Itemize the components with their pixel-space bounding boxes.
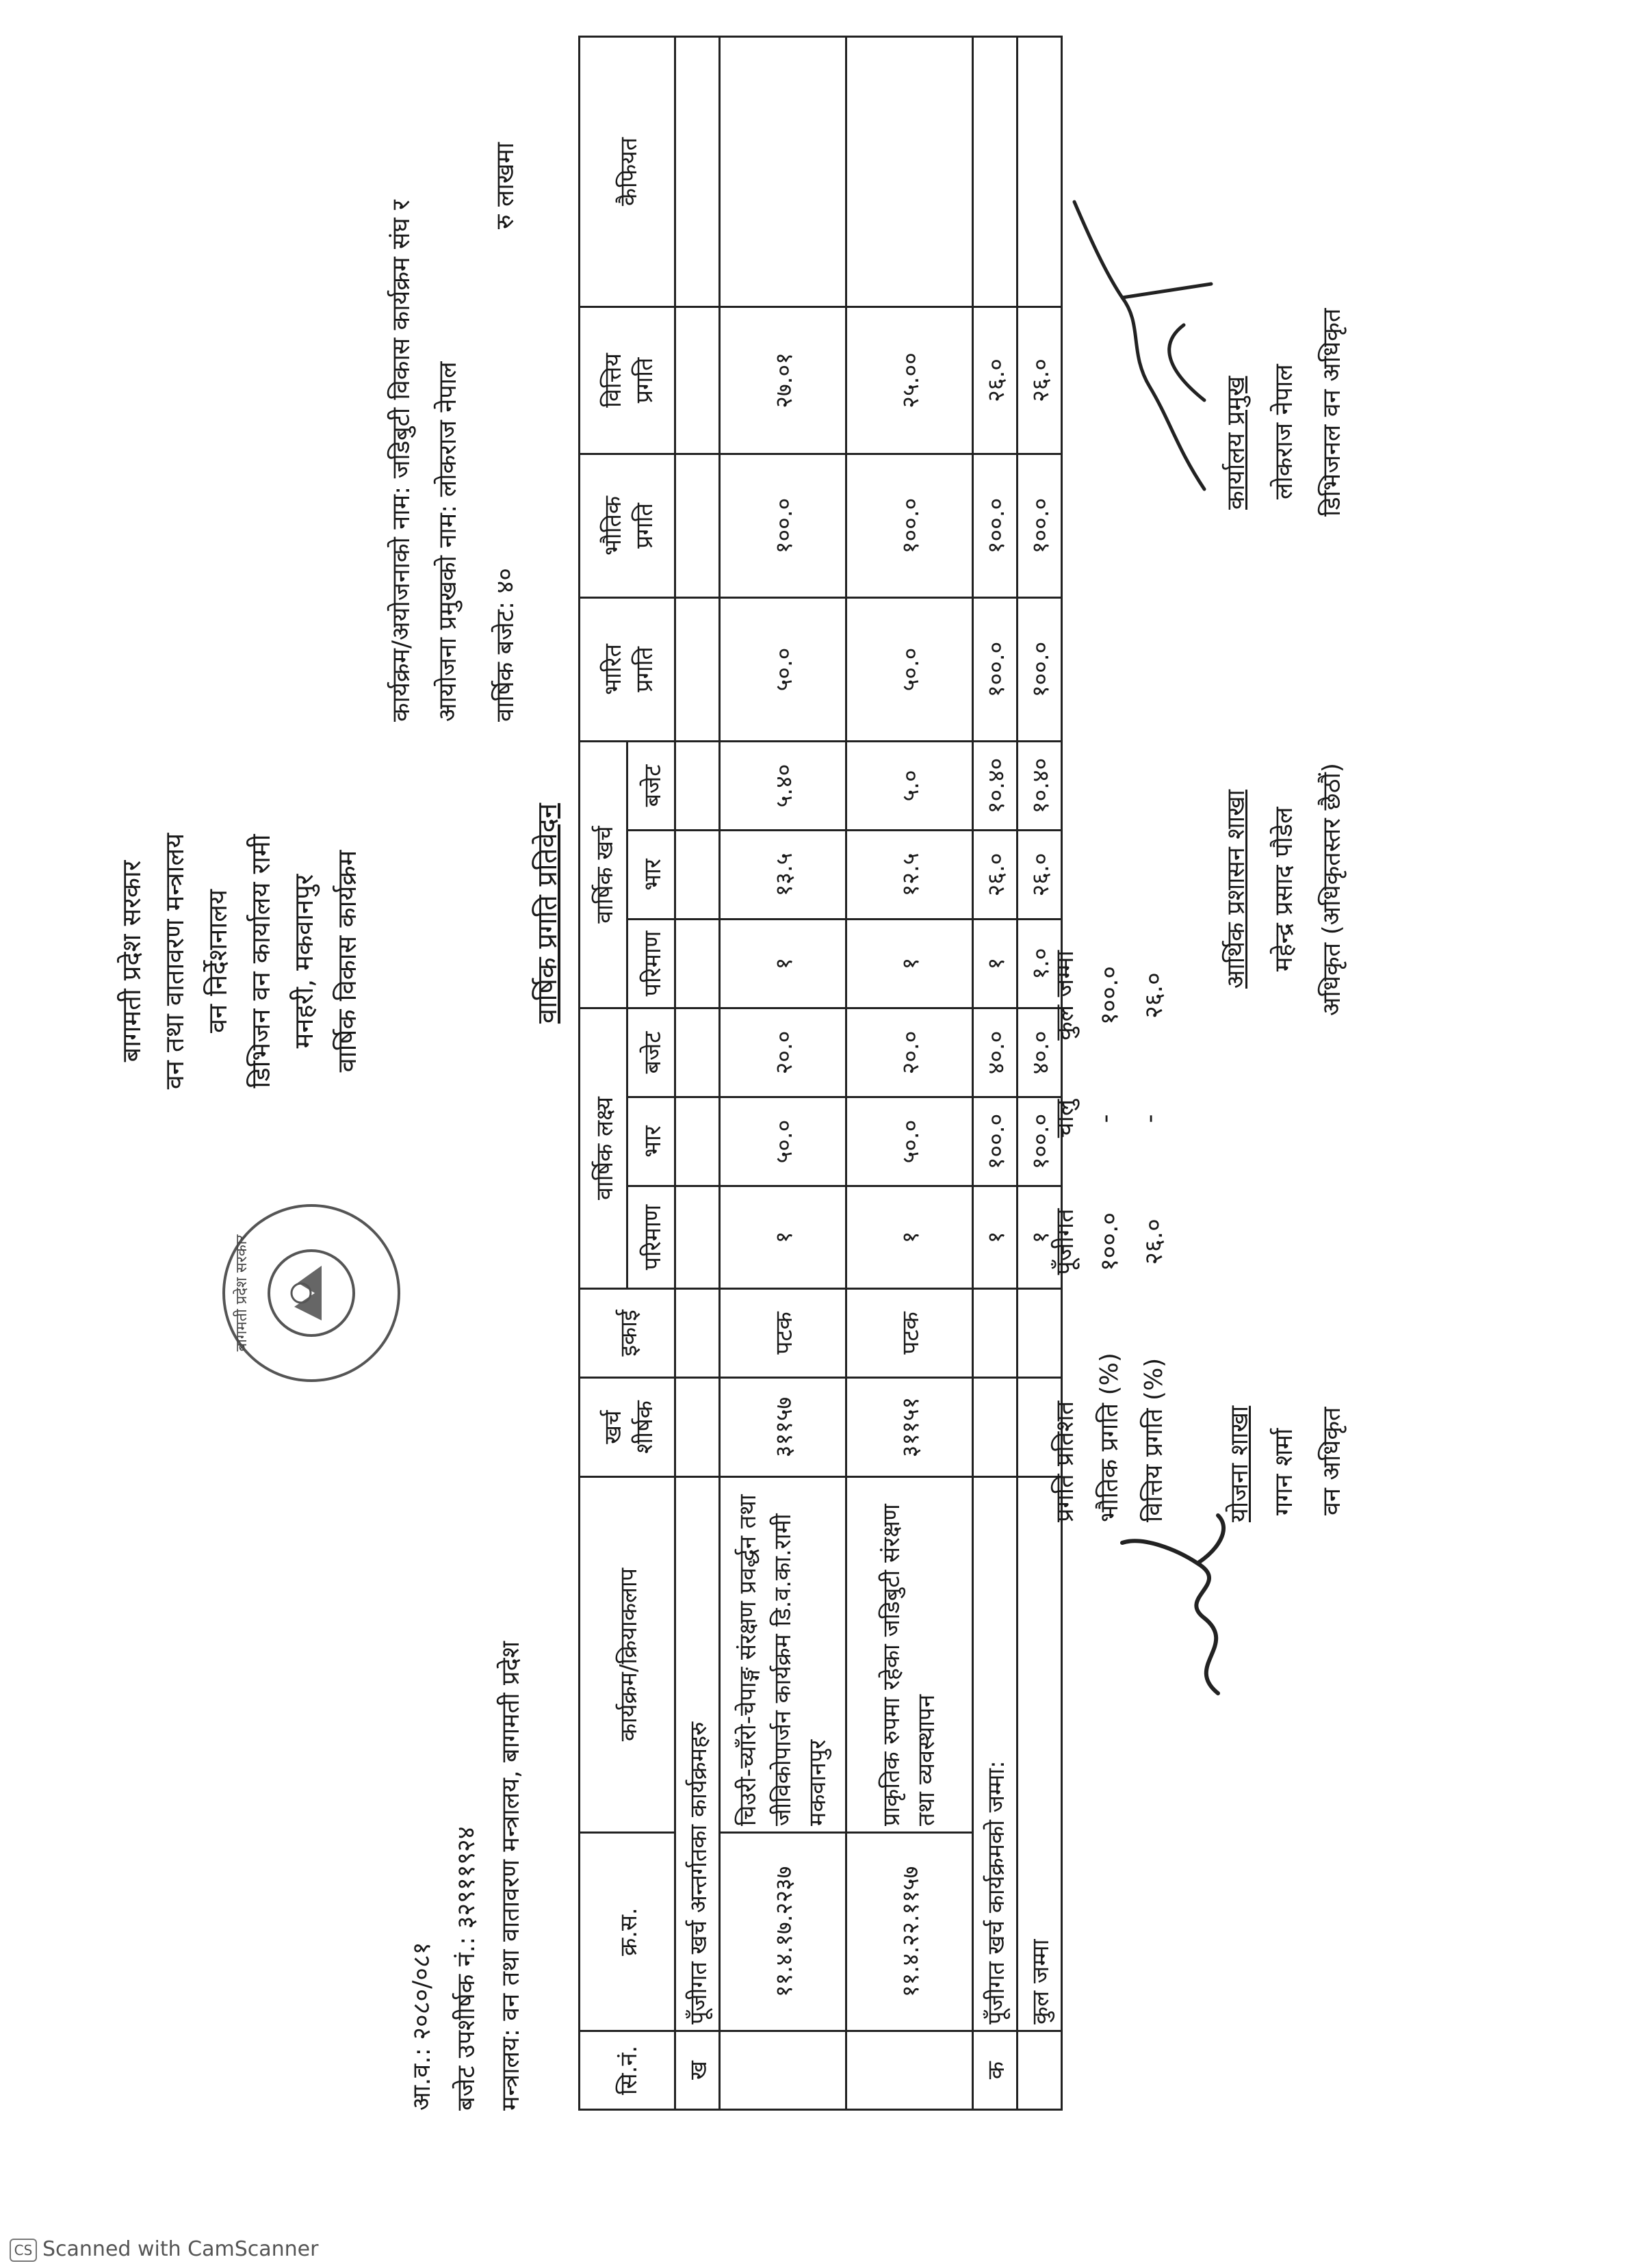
subtotal-sn: क	[973, 2031, 1018, 2110]
total-physical: १००.०	[1018, 454, 1062, 597]
row-expense-head: ३११५१	[846, 1378, 973, 1477]
row-activity: चिउरी-च्याँरो-चेपाङ्ग संरक्षण प्रवर्द्धन तथा जीविकोपार्जन कार्यक्रम डि.व.का.रामी मकवानपुर	[720, 1477, 846, 1833]
header-line-1: बागमती प्रदेश सरकार	[116, 860, 146, 1063]
col-expense-head-line2: शीर्षक	[630, 1400, 658, 1454]
total-financial: २६.०	[1018, 307, 1062, 454]
row-exp-budget: ५.४०	[720, 741, 846, 830]
subtotal-exp-budget: १०.४०	[973, 741, 1018, 830]
total-row	[1018, 36, 1062, 2109]
col-remarks: कैफियत	[580, 36, 675, 307]
progress-summary-label: प्रगति प्रतिशत	[1051, 1400, 1079, 1522]
col-expense-head-line1: खर्च	[599, 1410, 627, 1444]
row-expense-head: ३११५७	[720, 1378, 846, 1477]
row-financial: २५.००	[846, 307, 973, 454]
summary-financial-total: २६.०	[1140, 972, 1168, 1019]
row-weighted: ५०.०	[720, 597, 846, 741]
col-exp-budget: बजेट	[627, 741, 675, 830]
section-label: पूँजीगत खर्च अन्तर्गतका कार्यक्रमहरु	[675, 1477, 720, 2031]
col-financial	[580, 307, 675, 454]
row-exp-qty: १	[846, 919, 973, 1008]
physical-progress-label: भौतिक प्रगति (%)	[1096, 1353, 1124, 1522]
section-row	[675, 36, 720, 2109]
subtotal-target-budget: ४०.०	[973, 1008, 1018, 1097]
row-target-qty: १	[720, 1186, 846, 1289]
annual-budget: वार्षिक बजेट: ४०	[491, 568, 519, 722]
row-exp-budget: ५.०	[846, 741, 973, 830]
row-exp-qty: १	[720, 919, 846, 1008]
row-remarks	[720, 36, 846, 307]
subtotal-exp-qty: १	[973, 919, 1018, 1008]
subtotal-financial: २६.०	[973, 307, 1018, 454]
total-weighted: १००.०	[1018, 597, 1062, 741]
total-exp-budget: १०.४०	[1018, 741, 1062, 830]
budget-head: बजेट उपशीर्षक नं.: ३२९११९२४	[452, 1826, 480, 2111]
subtotal-physical: १००.०	[973, 454, 1018, 597]
col-weighted	[580, 597, 675, 741]
left-signatory-section: योजना शाखा	[1226, 1405, 1254, 1522]
middle-signatory-name: महेन्द्र प्रसाद पौडेल	[1270, 807, 1298, 972]
header-line-6: वार्षिक विकास कार्यक्रम	[332, 850, 362, 1073]
row-weighted: ५०.०	[846, 597, 973, 741]
table-row	[846, 36, 973, 2109]
row-exp-weight: १२.५	[846, 830, 973, 919]
summary-physical-current: -	[1091, 1114, 1119, 1123]
camscanner-footer	[10, 2237, 318, 2262]
col-physical	[580, 454, 675, 597]
header-line-2: वन तथा वातावरण मन्त्रालय	[159, 833, 190, 1090]
col-financial-line1: वित्तिय	[599, 353, 627, 408]
office-seal	[219, 1201, 404, 1385]
row-unit: पटक	[720, 1289, 846, 1378]
right-signatory-title: डिभिजनल वन अधिकृत	[1318, 308, 1346, 517]
row-target-qty: १	[846, 1186, 973, 1289]
col-physical-line1: भौतिक	[599, 495, 627, 556]
row-target-weight: ५०.०	[846, 1097, 973, 1186]
subtotal-target-qty: १	[973, 1186, 1018, 1289]
total-exp-weight: २६.०	[1018, 830, 1062, 919]
total-label: कुल जम्मा	[1018, 1477, 1062, 2031]
header-line-3: वन निर्देशनालय	[203, 889, 233, 1033]
col-weighted-line2: प्रगति	[630, 647, 658, 692]
subtotal-target-weight: १००.०	[973, 1097, 1018, 1186]
row-target-weight: ५०.०	[720, 1097, 846, 1186]
col-financial-line2: प्रगति	[630, 357, 658, 404]
project-head: आयोजना प्रमुखको नाम: लोकराज नेपाल	[434, 361, 462, 722]
middle-signatory-title: अधिकृत (अधिकृतस्तर छैठौं)	[1318, 763, 1346, 1016]
row-activity: प्राकृतिक रुपमा रहेका जडिबुटी संरक्षण तथा व्यवस्थापन	[846, 1477, 973, 1833]
summary-financial-current: -	[1136, 1114, 1164, 1123]
subtotal-exp-weight: २६.०	[973, 830, 1018, 919]
left-signatory-name: गगन शर्मा	[1270, 1428, 1298, 1515]
row-physical: १००.०	[720, 454, 846, 597]
subtotal-row	[973, 36, 1018, 2109]
progress-table	[578, 36, 1063, 2111]
row-financial: २७.०१	[720, 307, 846, 454]
row-physical: १००.०	[846, 454, 973, 597]
row-ks: ११.४.१७.२२३७	[720, 1833, 846, 2031]
total-target-budget: ४०.०	[1018, 1008, 1062, 1097]
col-annual-target: वार्षिक लक्ष्य	[580, 1008, 627, 1288]
col-expense-head	[580, 1378, 675, 1477]
ministry: मन्त्रालय: वन तथा वातावरण मन्त्रालय, बागमती प्रदेश	[497, 1641, 525, 2111]
col-ks: क्र.स.	[580, 1833, 675, 2031]
col-target-weight: भार	[627, 1097, 675, 1186]
camscanner-logo-icon: CS	[10, 2239, 37, 2262]
summary-physical-total: १००.०	[1096, 965, 1124, 1026]
col-target-qty: परिमाण	[627, 1186, 675, 1289]
col-exp-weight: भार	[627, 830, 675, 919]
row-ks: ११.४.२२.११५७	[846, 1833, 973, 2031]
fiscal-year: आ.व.: २०८०/०८१	[408, 1942, 436, 2111]
row-remarks	[846, 36, 973, 307]
row-exp-weight: १३.५	[720, 830, 846, 919]
right-signatory-section: कार्यालय प्रमुख	[1222, 376, 1250, 510]
header-line-5: मनहरी, मकवानपुर	[289, 874, 319, 1049]
seal-text: बागमती प्रदेश सरकार	[233, 1234, 250, 1352]
unit-note: रु लाखमा	[491, 142, 519, 229]
col-target-budget: बजेट	[627, 1008, 675, 1097]
col-annual-expense: वार्षिक खर्च	[580, 741, 627, 1008]
header-row-1	[580, 36, 627, 2109]
summary-col-total: कुल जम्मा	[1051, 950, 1079, 1041]
col-activity: कार्यक्रम/क्रियाकलाप	[580, 1477, 675, 1833]
summary-physical-capital: १००.०	[1096, 1212, 1124, 1272]
col-exp-qty: परिमाण	[627, 919, 675, 1008]
camscanner-text: Scanned with CamScanner	[42, 2237, 319, 2261]
col-weighted-line1: भारित	[599, 644, 627, 695]
subtotal-weighted: १००.०	[973, 597, 1018, 741]
col-sn: सि.नं.	[580, 2031, 675, 2110]
summary-col-capital: पूँजीगत	[1051, 1208, 1079, 1275]
total-target-qty: १	[1018, 1186, 1062, 1289]
total-target-weight: १००.०	[1018, 1097, 1062, 1186]
table-row	[720, 36, 846, 2109]
row-unit: पटक	[846, 1289, 973, 1378]
financial-progress-label: वित्तिय प्रगति (%)	[1140, 1357, 1168, 1522]
header-line-4: डिभिजन वन कार्यालय रामी	[246, 834, 276, 1089]
section-sn: ख	[675, 2031, 720, 2110]
signature-left	[1102, 1502, 1259, 1707]
middle-signatory-section: आर्थिक प्रशासन शाखा	[1222, 790, 1250, 989]
row-target-budget: २०.०	[720, 1008, 846, 1097]
col-physical-line2: प्रगति	[630, 503, 658, 549]
subtotal-label: पूँजीगत खर्च कार्यक्रमको जम्मा:	[973, 1477, 1018, 2031]
col-unit: इकाई	[580, 1289, 675, 1378]
summary-financial-capital: २६.०	[1140, 1218, 1168, 1265]
right-signatory-name: लोकराज नेपाल	[1270, 364, 1298, 499]
total-exp-qty: १.०	[1018, 919, 1062, 1008]
left-signatory-title: वन अधिकृत	[1318, 1407, 1346, 1515]
report-title: वार्षिक प्रगति प्रतिवेदन	[532, 803, 563, 1024]
summary-col-current: चालु	[1051, 1099, 1079, 1138]
row-target-budget: २०.०	[846, 1008, 973, 1097]
program-name: कार्यक्रम/अयोजनाको नाम: जडिबुटी विकास कार्यक्रम संघ र	[387, 200, 415, 722]
